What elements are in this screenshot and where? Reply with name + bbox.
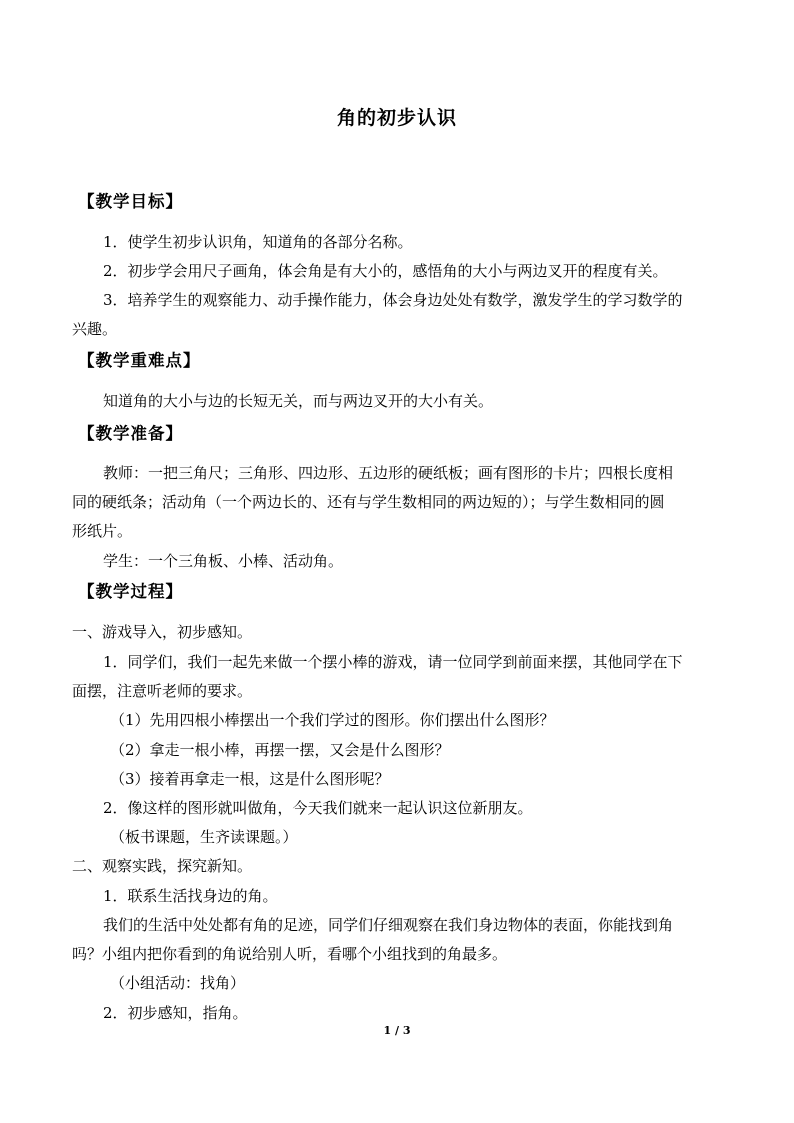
process-part1-note: （板书课题，生齐读课题。） xyxy=(110,828,298,846)
process-part2-para-line-1: 我们的生活中处处都有角的足迹，同学们仔细观察在我们身边物体的表面，你能找到角 xyxy=(103,916,674,934)
objective-item-1: 1．使学生初步认识角，知道角的各部分名称。 xyxy=(103,233,413,251)
process-part2-para-line-2: 吗？小组内把你看到的角说给别人听，看哪个小组找到的角最多。 xyxy=(72,945,508,963)
preparation-teacher-line-1: 教师：一把三角尺；三角形、四边形、五边形的硬纸板；画有图形的卡片；四根长度相 xyxy=(103,464,674,482)
objective-item-3-continued: 兴趣。 xyxy=(72,320,118,338)
key-points-text: 知道角的大小与边的长短无关，而与两边叉开的大小有关。 xyxy=(103,392,494,410)
process-part2-title: 二、观察实践，探究新知。 xyxy=(72,857,253,875)
process-part1-sub-1: （1）先用四根小棒摆出一个我们学过的图形。你们摆出什么图形？ xyxy=(110,711,555,729)
page-number: 1 / 3 xyxy=(383,1024,411,1037)
process-part1-step1-line-1: 1．同学们，我们一起先来做一个摆小棒的游戏，请一位同学到前面来摆，其他同学在下 xyxy=(103,653,683,671)
preparation-teacher-line-2: 同的硬纸条；活动角（一个两边长的、还有与学生数相同的两边短的）；与学生数相同的圆 xyxy=(72,493,665,511)
process-part2-step2: 2．初步感知，指角。 xyxy=(103,1004,248,1022)
process-part1-sub-2: （2）拿走一根小棒，再摆一摆，又会是什么图形？ xyxy=(110,741,450,759)
section-heading-process: 【教学过程】 xyxy=(78,582,183,601)
process-part1-title: 一、游戏导入，初步感知。 xyxy=(72,623,253,641)
objective-item-2: 2．初步学会用尺子画角，体会角是有大小的，感悟角的大小与两边叉开的程度有关。 xyxy=(103,262,668,280)
preparation-teacher-line-3: 形纸片。 xyxy=(72,522,133,540)
objective-item-3: 3．培养学生的观察能力、动手操作能力，体会身边处处有数学，激发学生的学习数学的 xyxy=(103,291,683,309)
process-part1-step1-line-2: 面摆，注意听老师的要求。 xyxy=(72,682,253,700)
process-part2-step1: 1．联系生活找身边的角。 xyxy=(103,887,278,905)
process-part1-sub-3: （3）接着再拿走一根，这是什么图形呢？ xyxy=(110,770,390,788)
section-heading-preparation: 【教学准备】 xyxy=(78,424,183,443)
page-title: 角的初步认识 xyxy=(336,107,457,129)
process-part1-step2: 2．像这样的图形就叫做角，今天我们就来一起认识这位新朋友。 xyxy=(103,799,533,817)
section-heading-objectives: 【教学目标】 xyxy=(78,192,183,211)
preparation-student-line: 学生：一个三角板、小棒、活动角。 xyxy=(103,552,344,570)
section-heading-key-points: 【教学重难点】 xyxy=(78,351,201,370)
process-part2-note: （小组活动：找角） xyxy=(110,974,246,992)
